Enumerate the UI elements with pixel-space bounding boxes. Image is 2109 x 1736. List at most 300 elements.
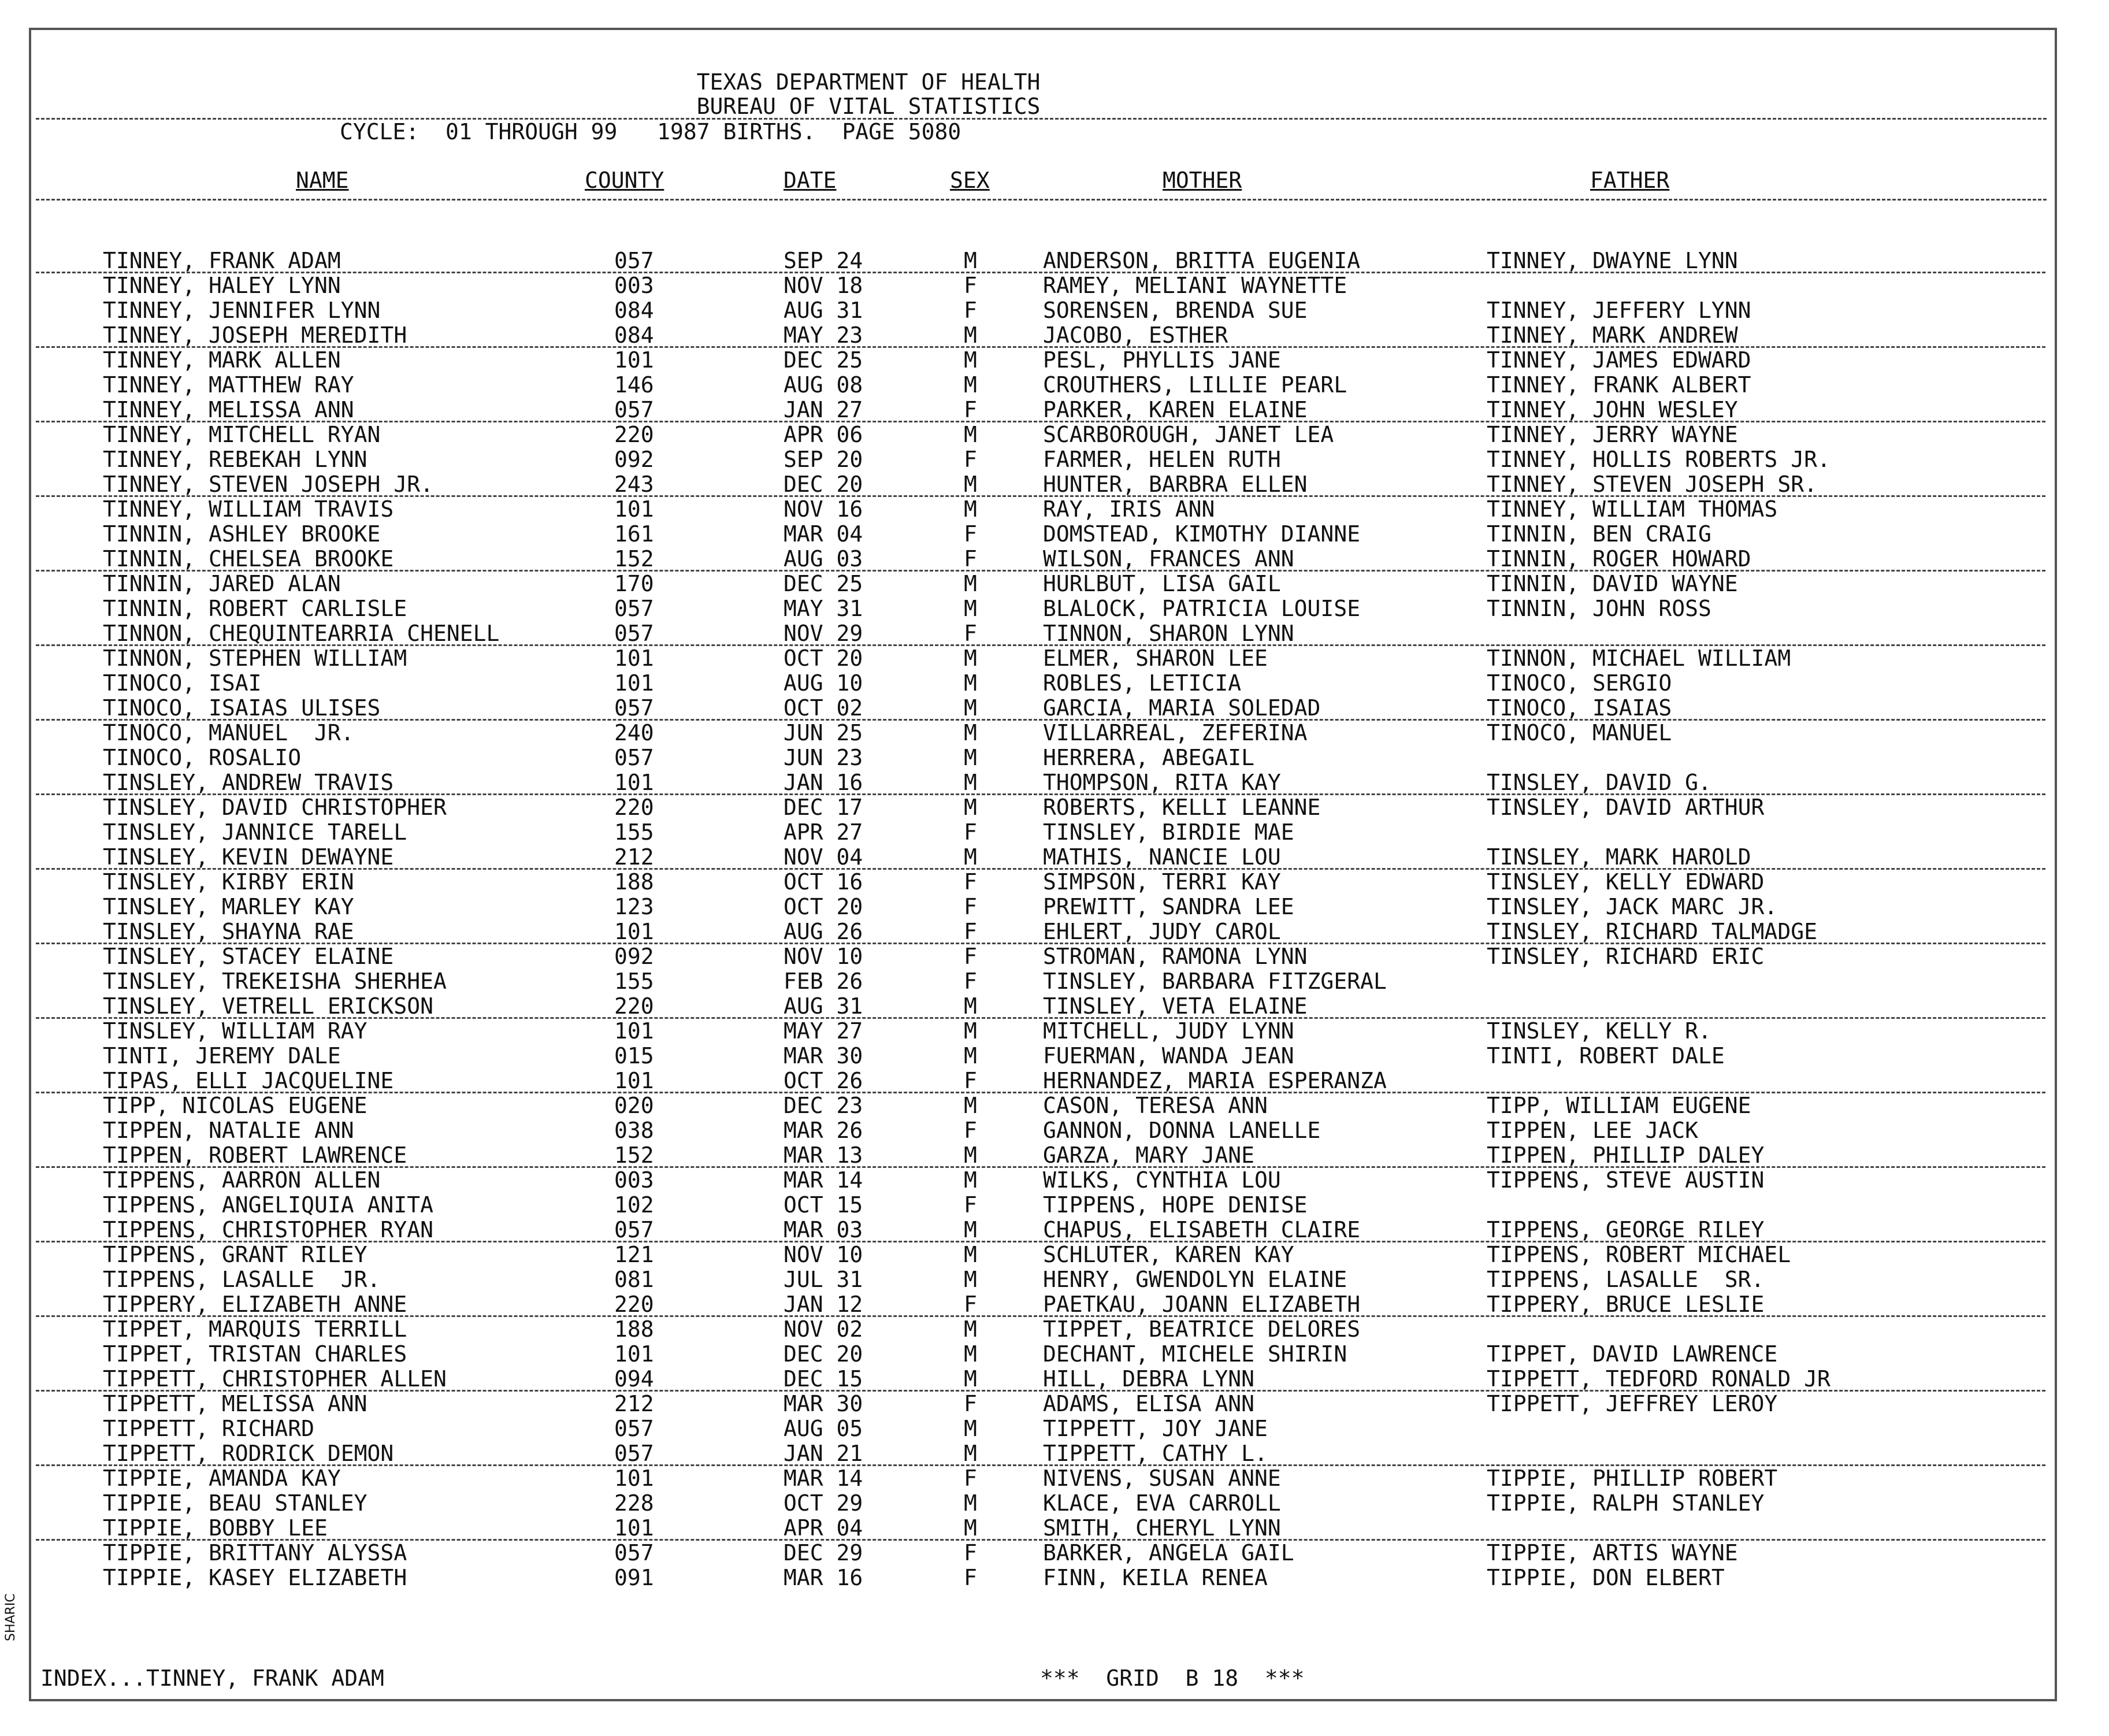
- cell-date: OCT 29: [784, 1490, 863, 1516]
- cell-sex: M: [964, 1366, 977, 1392]
- cell-father: TIPPENS, LASALLE SR.: [1487, 1267, 1765, 1292]
- cell-father: TINNEY, JAMES EDWARD: [1487, 347, 1751, 373]
- cell-county: 057: [614, 1441, 654, 1466]
- cell-name: TINSLEY, SHAYNA RAE: [103, 919, 354, 944]
- cell-date: MAR 30: [784, 1043, 863, 1069]
- cell-date: MAY 23: [784, 322, 863, 348]
- cell-mother: TINSLEY, BIRDIE MAE: [1043, 819, 1294, 845]
- cell-father: TINNIN, DAVID WAYNE: [1487, 571, 1738, 596]
- cell-name: TINSLEY, STACEY ELAINE: [103, 944, 394, 969]
- cell-father: TIPPENS, ROBERT MICHAEL: [1487, 1242, 1791, 1267]
- cell-sex: F: [964, 1118, 977, 1143]
- cell-mother: ADAMS, ELISA ANN: [1043, 1391, 1255, 1416]
- cell-mother: FUERMAN, WANDA JEAN: [1043, 1043, 1294, 1069]
- table-row: [0, 1069, 2109, 1093]
- cell-date: AUG 10: [784, 670, 863, 696]
- table-row: [0, 1242, 2109, 1267]
- cell-sex: M: [964, 1267, 977, 1292]
- cell-mother: KLACE, EVA CARROLL: [1043, 1490, 1281, 1516]
- cell-mother: HUNTER, BARBRA ELLEN: [1043, 472, 1308, 497]
- cell-sex: M: [964, 1341, 977, 1367]
- cell-sex: M: [964, 1093, 977, 1118]
- cell-sex: M: [964, 1441, 977, 1466]
- cell-county: 243: [614, 472, 654, 497]
- cell-mother: JACOBO, ESTHER: [1043, 322, 1228, 348]
- cell-mother: CHAPUS, ELISABETH CLAIRE: [1043, 1217, 1361, 1242]
- cell-county: 101: [614, 496, 654, 522]
- column-header-date: DATE: [784, 168, 837, 193]
- table-row: [0, 1516, 2109, 1541]
- cell-father: TINSLEY, KELLY R.: [1487, 1018, 1711, 1044]
- cell-name: TINNEY, MELISSA ANN: [103, 397, 354, 422]
- cell-mother: TINSLEY, BARBARA FITZGERAL: [1043, 969, 1387, 994]
- cell-county: 240: [614, 720, 654, 745]
- cell-mother: SCARBOROUGH, JANET LEA: [1043, 422, 1334, 447]
- cell-sex: M: [964, 372, 977, 398]
- cell-name: TINOCO, ISAIAS ULISES: [103, 695, 381, 721]
- header-cycle: CYCLE: 01 THROUGH 99 1987 BIRTHS. PAGE 5080: [340, 119, 961, 144]
- table-row: [0, 1367, 2109, 1392]
- cell-name: TIPPETT, RICHARD: [103, 1416, 315, 1441]
- cell-date: DEC 25: [784, 571, 863, 596]
- cell-sex: F: [964, 273, 977, 298]
- cell-mother: DECHANT, MICHELE SHIRIN: [1043, 1341, 1347, 1367]
- cell-sex: M: [964, 1416, 977, 1441]
- cell-name: TIPPETT, CHRISTOPHER ALLEN: [103, 1366, 447, 1392]
- cell-mother: PESL, PHYLLIS JANE: [1043, 347, 1281, 373]
- cell-father: TINOCO, ISAIAS: [1487, 695, 1672, 721]
- cell-name: TIPPEN, NATALIE ANN: [103, 1118, 354, 1143]
- cell-name: TIPPENS, ANGELIQUIA ANITA: [103, 1192, 433, 1218]
- table-row: [0, 348, 2109, 373]
- cell-county: 092: [614, 447, 654, 472]
- cell-name: TINTI, JEREMY DALE: [103, 1043, 341, 1069]
- cell-county: 101: [614, 1515, 654, 1541]
- cell-date: AUG 31: [784, 993, 863, 1019]
- cell-county: 092: [614, 944, 654, 969]
- cell-county: 057: [614, 397, 654, 422]
- table-row: [0, 1466, 2109, 1491]
- cell-date: DEC 15: [784, 1366, 863, 1392]
- cell-mother: GARZA, MARY JANE: [1043, 1143, 1255, 1168]
- cell-date: APR 04: [784, 1515, 863, 1541]
- cell-name: TINNEY, MATTHEW RAY: [103, 372, 354, 398]
- cell-county: 220: [614, 795, 654, 820]
- cell-county: 161: [614, 521, 654, 547]
- cell-sex: F: [964, 1292, 977, 1317]
- cell-mother: DOMSTEAD, KIMOTHY DIANNE: [1043, 521, 1361, 547]
- cell-name: TIPPEN, ROBERT LAWRENCE: [103, 1143, 407, 1168]
- table-row: [0, 323, 2109, 348]
- cell-county: 057: [614, 248, 654, 273]
- table-row: [0, 1541, 2109, 1566]
- table-row: [0, 1317, 2109, 1342]
- table-row: [0, 721, 2109, 745]
- header-bureau: BUREAU OF VITAL STATISTICS: [696, 94, 1041, 119]
- cell-sex: M: [964, 745, 977, 770]
- cell-date: SEP 24: [784, 248, 863, 273]
- table-row: [0, 497, 2109, 522]
- cell-date: MAR 13: [784, 1143, 863, 1168]
- cell-date: NOV 10: [784, 944, 863, 969]
- cell-county: 220: [614, 993, 654, 1019]
- cell-sex: M: [964, 596, 977, 621]
- column-header-name: NAME: [296, 168, 349, 193]
- cell-name: TINSLEY, MARLEY KAY: [103, 894, 354, 919]
- cell-mother: MITCHELL, JUDY LYNN: [1043, 1018, 1294, 1044]
- cell-name: TIPPET, TRISTAN CHARLES: [103, 1341, 407, 1367]
- cell-date: DEC 23: [784, 1093, 863, 1118]
- cell-date: MAR 03: [784, 1217, 863, 1242]
- cell-father: TIPPIE, RALPH STANLEY: [1487, 1490, 1765, 1516]
- cell-sex: F: [964, 944, 977, 969]
- cell-name: TIPPENS, AARRON ALLEN: [103, 1167, 381, 1193]
- cell-mother: SIMPSON, TERRI KAY: [1043, 869, 1281, 895]
- cell-father: TIPPERY, BRUCE LESLIE: [1487, 1292, 1765, 1317]
- cell-mother: ELMER, SHARON LEE: [1043, 646, 1268, 671]
- cell-mother: MATHIS, NANCIE LOU: [1043, 844, 1281, 870]
- cell-county: 212: [614, 1391, 654, 1416]
- cell-county: 015: [614, 1043, 654, 1069]
- cell-county: 101: [614, 1018, 654, 1044]
- cell-sex: M: [964, 695, 977, 721]
- table-row: [0, 547, 2109, 572]
- cell-mother: WILKS, CYNTHIA LOU: [1043, 1167, 1281, 1193]
- cell-sex: M: [964, 322, 977, 348]
- cell-sex: M: [964, 795, 977, 820]
- table-row: [0, 944, 2109, 969]
- cell-name: TIPPIE, BEAU STANLEY: [103, 1490, 367, 1516]
- cell-name: TINNEY, REBEKAH LYNN: [103, 447, 367, 472]
- cell-sex: F: [964, 869, 977, 895]
- cell-county: 057: [614, 1416, 654, 1441]
- cell-father: TINNEY, MARK ANDREW: [1487, 322, 1738, 348]
- cell-father: TIPPETT, TEDFORD RONALD JR: [1487, 1366, 1830, 1392]
- cell-name: TINNEY, JENNIFER LYNN: [103, 298, 381, 323]
- cell-sex: M: [964, 1490, 977, 1516]
- cell-name: TINNIN, JARED ALAN: [103, 571, 341, 596]
- cell-father: TINNEY, FRANK ALBERT: [1487, 372, 1751, 398]
- column-header-county: COUNTY: [585, 168, 664, 193]
- cell-name: TIPPET, MARQUIS TERRILL: [103, 1316, 407, 1342]
- cell-mother: SMITH, CHERYL LYNN: [1043, 1515, 1281, 1541]
- cell-sex: F: [964, 298, 977, 323]
- cell-sex: M: [964, 1143, 977, 1168]
- cell-sex: M: [964, 422, 977, 447]
- column-header-divider: [36, 199, 2047, 201]
- cell-mother: BARKER, ANGELA GAIL: [1043, 1540, 1294, 1566]
- cell-mother: VILLARREAL, ZEFERINA: [1043, 720, 1308, 745]
- cell-county: 188: [614, 1316, 654, 1342]
- table-row: [0, 621, 2109, 646]
- table-row: [0, 1218, 2109, 1242]
- cell-father: TIPPENS, STEVE AUSTIN: [1487, 1167, 1765, 1193]
- cell-mother: SORENSEN, BRENDA SUE: [1043, 298, 1308, 323]
- cell-father: TIPPEN, LEE JACK: [1487, 1118, 1699, 1143]
- cell-date: DEC 20: [784, 1341, 863, 1367]
- cell-father: TINNEY, WILLIAM THOMAS: [1487, 496, 1778, 522]
- cell-mother: ANDERSON, BRITTA EUGENIA: [1043, 248, 1361, 273]
- cell-mother: ROBERTS, KELLI LEANNE: [1043, 795, 1321, 820]
- cell-mother: FINN, KEILA RENEA: [1043, 1565, 1268, 1590]
- cell-mother: PREWITT, SANDRA LEE: [1043, 894, 1294, 919]
- cell-name: TIPPIE, BOBBY LEE: [103, 1515, 328, 1541]
- table-row: [0, 1416, 2109, 1441]
- cell-date: NOV 16: [784, 496, 863, 522]
- cell-sex: F: [964, 546, 977, 572]
- cell-name: TINNIN, ASHLEY BROOKE: [103, 521, 381, 547]
- table-row: [0, 1143, 2109, 1168]
- cell-father: TINSLEY, KELLY EDWARD: [1487, 869, 1765, 895]
- cell-sex: F: [964, 1540, 977, 1566]
- cell-sex: M: [964, 1018, 977, 1044]
- cell-mother: BLALOCK, PATRICIA LOUISE: [1043, 596, 1361, 621]
- cell-sex: F: [964, 819, 977, 845]
- cell-father: TINNEY, STEVEN JOSEPH SR.: [1487, 472, 1817, 497]
- cell-date: APR 27: [784, 819, 863, 845]
- table-row: [0, 1342, 2109, 1367]
- cell-date: MAY 31: [784, 596, 863, 621]
- column-header-sex: SEX: [950, 168, 990, 193]
- cell-county: 188: [614, 869, 654, 895]
- cell-name: TINNEY, HALEY LYNN: [103, 273, 341, 298]
- cell-father: TIPPETT, JEFFREY LEROY: [1487, 1391, 1778, 1416]
- cell-county: 155: [614, 969, 654, 994]
- cell-mother: HERRERA, ABEGAIL: [1043, 745, 1255, 770]
- cell-name: TINNON, STEPHEN WILLIAM: [103, 646, 407, 671]
- cell-mother: CROUTHERS, LILLIE PEARL: [1043, 372, 1347, 398]
- cell-mother: TINNON, SHARON LYNN: [1043, 621, 1294, 646]
- cell-father: TIPPET, DAVID LAWRENCE: [1487, 1341, 1778, 1367]
- table-row: [0, 447, 2109, 472]
- table-row: [0, 1491, 2109, 1516]
- cell-county: 101: [614, 1341, 654, 1367]
- cell-sex: M: [964, 472, 977, 497]
- cell-mother: GARCIA, MARIA SOLEDAD: [1043, 695, 1321, 721]
- table-row: [0, 1566, 2109, 1590]
- cell-sex: F: [964, 894, 977, 919]
- cell-county: 123: [614, 894, 654, 919]
- cell-mother: HURLBUT, LISA GAIL: [1043, 571, 1281, 596]
- table-row: [0, 1019, 2109, 1044]
- cell-sex: F: [964, 397, 977, 422]
- cell-name: TINNON, CHEQUINTEARRIA CHENELL: [103, 621, 500, 646]
- cell-date: FEB 26: [784, 969, 863, 994]
- cell-name: TINNEY, WILLIAM TRAVIS: [103, 496, 394, 522]
- cell-name: TINOCO, MANUEL JR.: [103, 720, 354, 745]
- cell-name: TIPPETT, MELISSA ANN: [103, 1391, 367, 1416]
- cell-sex: F: [964, 521, 977, 547]
- cell-sex: M: [964, 496, 977, 522]
- cell-county: 003: [614, 1167, 654, 1193]
- cell-mother: TINSLEY, VETA ELAINE: [1043, 993, 1308, 1019]
- cell-sex: M: [964, 571, 977, 596]
- cell-mother: TIPPETT, JOY JANE: [1043, 1416, 1268, 1441]
- cell-county: 020: [614, 1093, 654, 1118]
- cell-county: 152: [614, 546, 654, 572]
- table-row: [0, 1044, 2109, 1069]
- cell-date: JUL 31: [784, 1267, 863, 1292]
- cell-father: TINSLEY, MARK HAROLD: [1487, 844, 1751, 870]
- cell-name: TINOCO, ISAI: [103, 670, 262, 696]
- cell-father: TINSLEY, JACK MARC JR.: [1487, 894, 1778, 919]
- cell-county: 101: [614, 919, 654, 944]
- table-row: [0, 398, 2109, 422]
- cell-sex: F: [964, 919, 977, 944]
- table-row: [0, 820, 2109, 845]
- cell-father: TINNEY, JERRY WAYNE: [1487, 422, 1738, 447]
- cell-county: 091: [614, 1565, 654, 1590]
- cell-date: APR 06: [784, 422, 863, 447]
- cell-sex: F: [964, 1192, 977, 1218]
- cell-name: TIPPENS, CHRISTOPHER RYAN: [103, 1217, 433, 1242]
- cell-father: TIPPIE, PHILLIP ROBERT: [1487, 1466, 1778, 1491]
- table-row: [0, 919, 2109, 944]
- cell-name: TINSLEY, KIRBY ERIN: [103, 869, 354, 895]
- cell-mother: WILSON, FRANCES ANN: [1043, 546, 1294, 572]
- cell-date: NOV 29: [784, 621, 863, 646]
- cell-father: TINSLEY, RICHARD ERIC: [1487, 944, 1765, 969]
- cell-date: JAN 27: [784, 397, 863, 422]
- cell-sex: M: [964, 844, 977, 870]
- cell-date: DEC 17: [784, 795, 863, 820]
- cell-county: 081: [614, 1267, 654, 1292]
- table-row: [0, 596, 2109, 621]
- cell-name: TIPPIE, BRITTANY ALYSSA: [103, 1540, 407, 1566]
- cell-date: MAR 30: [784, 1391, 863, 1416]
- cell-county: 102: [614, 1192, 654, 1218]
- cell-father: TINOCO, MANUEL: [1487, 720, 1672, 745]
- cell-sex: F: [964, 1565, 977, 1590]
- cell-mother: TIPPET, BEATRICE DELORES: [1043, 1316, 1361, 1342]
- cell-name: TIPPIE, AMANDA KAY: [103, 1466, 341, 1491]
- cell-sex: F: [964, 1391, 977, 1416]
- cell-county: 212: [614, 844, 654, 870]
- cell-name: TIPPERY, ELIZABETH ANNE: [103, 1292, 407, 1317]
- cell-father: TINSLEY, RICHARD TALMADGE: [1487, 919, 1817, 944]
- cell-mother: HILL, DEBRA LYNN: [1043, 1366, 1255, 1392]
- cell-father: TINNEY, JOHN WESLEY: [1487, 397, 1738, 422]
- cell-county: 101: [614, 670, 654, 696]
- cell-mother: CASON, TERESA ANN: [1043, 1093, 1268, 1118]
- cell-mother: TIPPENS, HOPE DENISE: [1043, 1192, 1308, 1218]
- cell-date: NOV 18: [784, 273, 863, 298]
- cell-county: 228: [614, 1490, 654, 1516]
- cell-sex: M: [964, 993, 977, 1019]
- cell-mother: NIVENS, SUSAN ANNE: [1043, 1466, 1281, 1491]
- cell-name: TINSLEY, VETRELL ERICKSON: [103, 993, 433, 1019]
- cell-date: JUN 25: [784, 720, 863, 745]
- cell-mother: THOMPSON, RITA KAY: [1043, 770, 1281, 795]
- cell-sex: M: [964, 1242, 977, 1267]
- cell-name: TINNEY, STEVEN JOSEPH JR.: [103, 472, 433, 497]
- cell-date: NOV 10: [784, 1242, 863, 1267]
- cell-mother: TIPPETT, CATHY L.: [1043, 1441, 1268, 1466]
- table-row: [0, 671, 2109, 696]
- cell-date: AUG 03: [784, 546, 863, 572]
- table-row: [0, 472, 2109, 497]
- cell-date: SEP 20: [784, 447, 863, 472]
- table-row: [0, 572, 2109, 596]
- cell-sex: M: [964, 770, 977, 795]
- cell-father: TINNIN, ROGER HOWARD: [1487, 546, 1751, 572]
- cell-sex: M: [964, 646, 977, 671]
- cell-name: TIPAS, ELLI JACQUELINE: [103, 1068, 394, 1093]
- cell-date: NOV 02: [784, 1316, 863, 1342]
- table-row: [0, 770, 2109, 795]
- cell-date: OCT 20: [784, 894, 863, 919]
- cell-date: NOV 04: [784, 844, 863, 870]
- cell-name: TINSLEY, KEVIN DEWAYNE: [103, 844, 394, 870]
- cell-county: 057: [614, 1540, 654, 1566]
- cell-sex: M: [964, 1316, 977, 1342]
- table-row: [0, 1392, 2109, 1416]
- column-header-mother: MOTHER: [1163, 168, 1242, 193]
- table-row: [0, 745, 2109, 770]
- cell-county: 146: [614, 372, 654, 398]
- cell-name: TIPPIE, KASEY ELIZABETH: [103, 1565, 407, 1590]
- cell-father: TINTI, ROBERT DALE: [1487, 1043, 1725, 1069]
- table-row: [0, 1118, 2109, 1143]
- table-row: [0, 1441, 2109, 1466]
- cell-date: DEC 29: [784, 1540, 863, 1566]
- cell-county: 084: [614, 298, 654, 323]
- cell-sex: F: [964, 969, 977, 994]
- cell-date: OCT 26: [784, 1068, 863, 1093]
- table-row: [0, 646, 2109, 671]
- cell-date: MAR 14: [784, 1167, 863, 1193]
- cell-date: JAN 21: [784, 1441, 863, 1466]
- cell-date: MAR 26: [784, 1118, 863, 1143]
- cell-county: 101: [614, 347, 654, 373]
- cell-name: TINSLEY, ANDREW TRAVIS: [103, 770, 394, 795]
- cell-mother: PAETKAU, JOANN ELIZABETH: [1043, 1292, 1361, 1317]
- cell-name: TINNIN, CHELSEA BROOKE: [103, 546, 394, 572]
- cell-date: OCT 15: [784, 1192, 863, 1218]
- cell-mother: HERNANDEZ, MARIA ESPERANZA: [1043, 1068, 1387, 1093]
- cell-county: 170: [614, 571, 654, 596]
- cell-sex: F: [964, 1466, 977, 1491]
- cell-mother: FARMER, HELEN RUTH: [1043, 447, 1281, 472]
- cell-county: 220: [614, 1292, 654, 1317]
- cell-county: 220: [614, 422, 654, 447]
- cell-father: TIPP, WILLIAM EUGENE: [1487, 1093, 1751, 1118]
- cell-name: TIPPENS, LASALLE JR.: [103, 1267, 381, 1292]
- cell-name: TINSLEY, TREKEISHA SHERHEA: [103, 969, 447, 994]
- cell-sex: M: [964, 1167, 977, 1193]
- header-department: TEXAS DEPARTMENT OF HEALTH: [696, 69, 1041, 95]
- cell-father: TIPPEN, PHILLIP DALEY: [1487, 1143, 1765, 1168]
- cell-father: TIPPIE, DON ELBERT: [1487, 1565, 1725, 1590]
- table-row: [0, 845, 2109, 870]
- cell-mother: EHLERT, JUDY CAROL: [1043, 919, 1281, 944]
- table-row: [0, 1168, 2109, 1193]
- cell-date: MAR 16: [784, 1565, 863, 1590]
- cell-sex: M: [964, 670, 977, 696]
- cell-father: TINNON, MICHAEL WILLIAM: [1487, 646, 1791, 671]
- cell-county: 121: [614, 1242, 654, 1267]
- cell-date: DEC 25: [784, 347, 863, 373]
- cell-county: 084: [614, 322, 654, 348]
- cell-date: OCT 02: [784, 695, 863, 721]
- footer-grid: *** GRID B 18 ***: [1040, 1665, 1305, 1691]
- table-row: [0, 895, 2109, 919]
- cell-name: TINNIN, ROBERT CARLISLE: [103, 596, 407, 621]
- cell-county: 003: [614, 273, 654, 298]
- cell-county: 094: [614, 1366, 654, 1392]
- cell-date: JAN 12: [784, 1292, 863, 1317]
- cell-date: DEC 20: [784, 472, 863, 497]
